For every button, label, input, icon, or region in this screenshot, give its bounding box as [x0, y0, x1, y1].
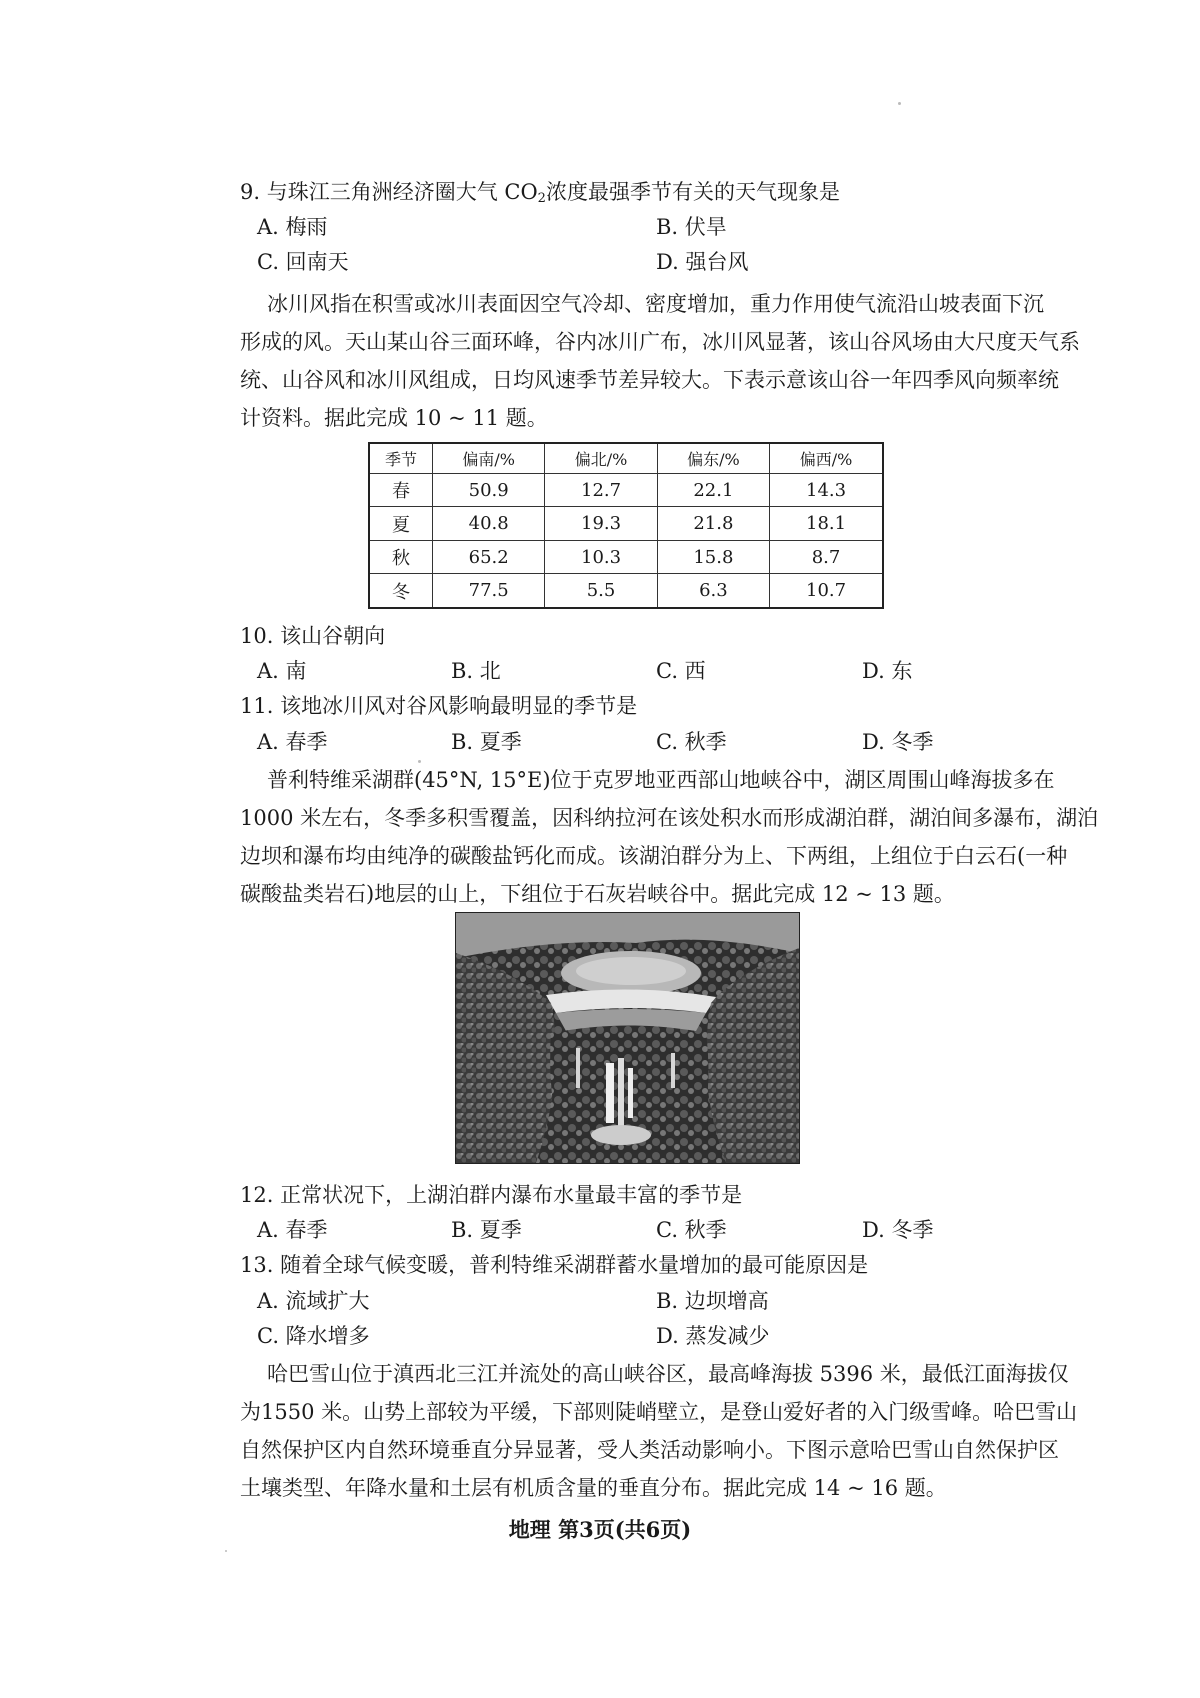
- table-cell: 19.3: [545, 507, 657, 540]
- q11-option-a: A. 春季: [257, 730, 328, 754]
- q13-option-c: C. 降水增多: [257, 1324, 370, 1348]
- passage1-line-1: 冰川风指在积雪或冰川表面因空气冷却、密度增加，重力作用使气流沿山坡表面下沉: [267, 292, 1044, 316]
- passage3-line-3: 自然保护区内自然环境垂直分异显著，受人类活动影响小。下图示意哈巴雪山自然保护区: [240, 1438, 1059, 1462]
- q12-stem: 12. 正常状况下，上湖泊群内瀑布水量最丰富的季节是: [240, 1183, 743, 1207]
- q9-stem: 9. 与珠江三角洲经济圈大气 $CO_2$浓度最强季节有关的天气现象是: [240, 180, 840, 206]
- table-row: [369, 540, 883, 573]
- table-cell: 65.2: [433, 540, 545, 573]
- wind-frequency-table: [368, 442, 884, 609]
- scan-speck: [418, 760, 421, 763]
- table-cell: 夏: [369, 507, 433, 540]
- q11-stem: 11. 该地冰川风对谷风影响最明显的季节是: [240, 694, 638, 718]
- table-cell: 15.8: [657, 540, 769, 573]
- passage2-line-3: 边坝和瀑布均由纯净的碳酸盐钙化而成。该湖泊群分为上、下两组，上组位于白云石(一种: [240, 844, 1068, 868]
- q10-option-b: B. 北: [451, 659, 501, 683]
- table-cell: 40.8: [433, 507, 545, 540]
- table-cell: 50.9: [433, 473, 545, 506]
- table-cell: 冬: [369, 574, 433, 608]
- q13-stem: 13. 随着全球气候变暖，普利特维采湖群蓄水量增加的最可能原因是: [240, 1253, 869, 1277]
- q10-option-c: C. 西: [656, 659, 706, 683]
- table-header-cell: 偏北/%: [545, 443, 657, 473]
- table-cell: 18.1: [770, 507, 883, 540]
- table-row: [369, 473, 883, 506]
- table-cell: 8.7: [770, 540, 883, 573]
- table-header-cell: 偏南/%: [433, 443, 545, 473]
- q9-option-a: A. 梅雨: [257, 215, 328, 239]
- q12-option-b: B. 夏季: [451, 1218, 522, 1242]
- passage1-line-4: 计资料。据此完成 10 ~ 11 题。: [240, 406, 548, 430]
- q9-option-d: D. 强台风: [656, 250, 749, 274]
- q11-option-d: D. 冬季: [862, 730, 934, 754]
- table-row: [369, 574, 883, 608]
- passage3-line-1: 哈巴雪山位于滇西北三江并流处的高山峡谷区，最高峰海拔 5396 米，最低江面海拔仅: [267, 1362, 1069, 1386]
- q13-option-b: B. 边坝增高: [656, 1289, 769, 1313]
- table-header-cell: 季节: [369, 443, 433, 473]
- table-cell: 22.1: [657, 473, 769, 506]
- passage3-line-2: 为1550 米。山势上部较为平缓，下部则陡峭壁立，是登山爱好者的入门级雪峰。哈巴雪山: [240, 1400, 1078, 1424]
- q9-option-c: C. 回南天: [257, 250, 349, 274]
- q10-option-d: D. 东: [862, 659, 913, 683]
- table-cell: 14.3: [770, 473, 883, 506]
- q11-option-b: B. 夏季: [451, 730, 522, 754]
- scan-speck: [898, 102, 901, 105]
- table-cell: 春: [369, 473, 433, 506]
- q13-option-d: D. 蒸发减少: [656, 1324, 770, 1348]
- q12-option-a: A. 春季: [257, 1218, 328, 1242]
- passage1-line-2: 形成的风。天山某山谷三面环峰，谷内冰川广布，冰川风显著，该山谷风场由大尺度天气系: [240, 330, 1080, 354]
- table-cell: 10.7: [770, 574, 883, 608]
- q12-option-d: D. 冬季: [862, 1218, 934, 1242]
- passage2-line-4: 碳酸盐类岩石)地层的山上，下组位于石灰岩峡谷中。据此完成 12 ~ 13 题。: [240, 882, 955, 906]
- passage2-line-2: 1000 米左右，冬季多积雪覆盖，因科纳拉河在该处积水而形成湖泊群，湖泊间多瀑布，湖泊: [240, 806, 1099, 830]
- passage1-line-3: 统、山谷风和冰川风组成，日均风速季节差异较大。下表示意该山谷一年四季风向频率统: [240, 368, 1059, 392]
- table-cell: 77.5: [433, 574, 545, 608]
- q13-option-a: A. 流域扩大: [257, 1289, 370, 1313]
- q10-stem: 10. 该山谷朝向: [240, 624, 386, 648]
- table-row: [369, 507, 883, 540]
- table-cell: 12.7: [545, 473, 657, 506]
- passage2-line-1: 普利特维采湖群(45°N, 15°E)位于克罗地亚西部山地峡谷中，湖区周围山峰海拔多在: [267, 768, 1055, 792]
- table-cell: 10.3: [545, 540, 657, 573]
- table-header-cell: 偏西/%: [770, 443, 883, 473]
- table-cell: 21.8: [657, 507, 769, 540]
- q12-option-c: C. 秋季: [656, 1218, 727, 1242]
- waterfall-photo-illustration: [456, 913, 799, 1163]
- q11-option-c: C. 秋季: [656, 730, 727, 754]
- table-header-row: [369, 443, 883, 473]
- scan-speck: [225, 1550, 227, 1552]
- passage3-line-4: 土壤类型、年降水量和土层有机质含量的垂直分布。据此完成 14 ~ 16 题。: [240, 1476, 947, 1500]
- table-header-cell: 偏东/%: [657, 443, 769, 473]
- page-footer: 地理 第3页(共6页): [508, 1517, 692, 1542]
- q9-option-b: B. 伏旱: [656, 215, 727, 239]
- plitvice-lakes-photo: [455, 912, 800, 1164]
- table-cell: 6.3: [657, 574, 769, 608]
- table-cell: 秋: [369, 540, 433, 573]
- q10-option-a: A. 南: [257, 659, 307, 683]
- table-cell: 5.5: [545, 574, 657, 608]
